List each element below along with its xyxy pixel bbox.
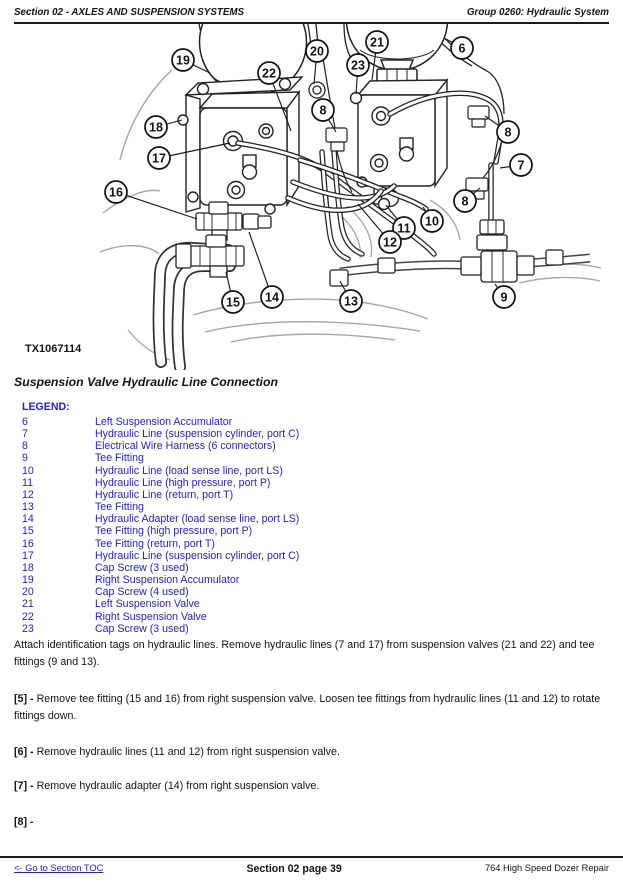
step-number: [7] - bbox=[14, 780, 34, 792]
hydraulic-diagram bbox=[0, 24, 623, 370]
legend-item-label: Tee Fitting bbox=[95, 452, 144, 465]
svg-text:9: 9 bbox=[500, 290, 508, 305]
legend-item bbox=[22, 562, 299, 574]
legend-item bbox=[22, 440, 299, 452]
svg-text:15: 15 bbox=[226, 295, 240, 310]
legend-item-number: 9 bbox=[22, 452, 28, 465]
legend-item-number: 14 bbox=[22, 513, 34, 526]
tee-fitting-16 bbox=[196, 213, 242, 230]
legend-item bbox=[22, 623, 299, 635]
cap-screw bbox=[188, 192, 198, 202]
header-section-title: Section 02 - AXLES AND SUSPENSION SYSTEMS bbox=[14, 7, 245, 18]
legend-item-label: Electrical Wire Harness (6 connectors) bbox=[95, 440, 276, 453]
legend-item bbox=[22, 538, 299, 550]
legend-item bbox=[22, 586, 299, 598]
callout-20 bbox=[306, 40, 328, 84]
callout-15 bbox=[222, 272, 244, 313]
connector bbox=[466, 178, 488, 191]
svg-text:13: 13 bbox=[344, 294, 358, 309]
legend-item-label: Right Suspension Accumulator bbox=[95, 574, 240, 587]
legend-item-label: Left Suspension Valve bbox=[95, 598, 200, 611]
cap-screw bbox=[198, 84, 209, 95]
legend-item bbox=[22, 465, 299, 477]
callout-14 bbox=[249, 232, 283, 308]
cap-screw bbox=[280, 79, 291, 90]
legend-item-label: Tee Fitting (return, port T) bbox=[95, 537, 215, 550]
page-footer bbox=[14, 863, 609, 875]
legend-item bbox=[22, 550, 299, 562]
legend-item-number: 23 bbox=[22, 622, 34, 635]
legend-item-label: Right Suspension Valve bbox=[95, 610, 207, 623]
legend-item-number: 10 bbox=[22, 464, 34, 477]
svg-text:14: 14 bbox=[265, 290, 279, 305]
tee-fitting-9 bbox=[330, 220, 563, 286]
callout-9 bbox=[493, 284, 515, 308]
svg-text:21: 21 bbox=[370, 35, 384, 50]
svg-text:16: 16 bbox=[109, 185, 123, 200]
svg-text:19: 19 bbox=[176, 53, 190, 68]
svg-text:17: 17 bbox=[152, 151, 166, 166]
legend-list bbox=[22, 416, 299, 635]
legend-item-label: Hydraulic Line (suspension cylinder, port C) bbox=[95, 549, 300, 562]
svg-text:12: 12 bbox=[383, 235, 397, 250]
legend-item-label: Hydraulic Adapter (load sense line, port LS) bbox=[95, 513, 300, 526]
tube-coupler bbox=[546, 250, 563, 265]
figure-caption: Suspension Valve Hydraulic Line Connection bbox=[14, 375, 278, 389]
legend-item-label: Hydraulic Line (suspension cylinder, port C) bbox=[95, 428, 300, 441]
legend bbox=[22, 401, 299, 635]
legend-title: LEGEND: bbox=[22, 401, 70, 413]
hydraulic-adapter-14 bbox=[243, 214, 259, 229]
svg-text:20: 20 bbox=[310, 44, 324, 59]
cap-screw bbox=[265, 204, 275, 214]
tee-fittings-14-15-16 bbox=[176, 202, 271, 277]
figure-id-label: TX1067114 bbox=[25, 343, 82, 355]
step-number: [6] - bbox=[14, 746, 34, 758]
legend-item bbox=[22, 489, 299, 501]
tube-coupler bbox=[378, 258, 395, 273]
legend-item-label: Cap Screw (4 used) bbox=[95, 586, 189, 599]
legend-item bbox=[22, 598, 299, 610]
legend-item-label: Tee Fitting (high pressure, port P) bbox=[95, 525, 253, 538]
legend-item-number: 16 bbox=[22, 537, 34, 550]
footer-rule bbox=[0, 856, 623, 858]
legend-item-number: 19 bbox=[22, 574, 34, 587]
callout-8 bbox=[454, 188, 480, 212]
footer-page-number: Section 02 page 39 bbox=[246, 863, 342, 875]
callout-8 bbox=[312, 99, 336, 132]
svg-text:11: 11 bbox=[397, 221, 411, 236]
step-paragraph: [7] - Remove hydraulic adapter (14) from right suspension valve. bbox=[14, 780, 320, 792]
legend-item bbox=[22, 574, 299, 586]
step-paragraph: [5] - Remove tee fitting (15 and 16) from right suspension valve. Loosen tee fittings from hydraulic lines (11 and 12) to rotate fittings down. bbox=[14, 693, 601, 722]
legend-item bbox=[22, 452, 299, 464]
cap-screw-18 bbox=[178, 115, 188, 125]
svg-text:18: 18 bbox=[149, 120, 163, 135]
legend-item-number: 13 bbox=[22, 501, 34, 514]
page-header bbox=[14, 7, 609, 24]
svg-text:8: 8 bbox=[319, 103, 327, 118]
header-group-title: Group 0260: Hydraulic System bbox=[466, 7, 609, 18]
legend-item-label: Left Suspension Accumulator bbox=[95, 416, 233, 428]
legend-item bbox=[22, 513, 299, 525]
legend-item-label: Cap Screw (3 used) bbox=[95, 561, 189, 574]
legend-item-number: 11 bbox=[22, 476, 33, 489]
step-paragraph bbox=[14, 814, 614, 831]
legend-item bbox=[22, 501, 299, 513]
legend-item-number: 21 bbox=[22, 598, 34, 611]
legend-item-number: 6 bbox=[22, 416, 28, 428]
legend-item-number: 15 bbox=[22, 525, 34, 538]
legend-item-number: 7 bbox=[22, 428, 28, 441]
connector bbox=[326, 128, 347, 142]
legend-item bbox=[22, 611, 299, 623]
svg-text:23: 23 bbox=[351, 58, 365, 73]
legend-item bbox=[22, 428, 299, 440]
go-to-section-toc-link[interactable]: <- Go to Section TOC bbox=[14, 863, 104, 873]
legend-item-number: 18 bbox=[22, 561, 34, 574]
cap-screw-20 bbox=[309, 82, 325, 98]
svg-text:10: 10 bbox=[425, 214, 439, 229]
tee-fitting-13 bbox=[330, 270, 348, 286]
legend-item-number: 22 bbox=[22, 610, 34, 623]
svg-text:22: 22 bbox=[262, 66, 276, 81]
svg-text:7: 7 bbox=[517, 158, 525, 173]
svg-text:8: 8 bbox=[461, 194, 469, 209]
step-number: [8] - bbox=[14, 816, 34, 828]
callout-6 bbox=[446, 37, 473, 59]
legend-item bbox=[22, 477, 299, 489]
legend-item bbox=[22, 525, 299, 537]
legend-item bbox=[22, 416, 299, 428]
step-number: [5] - bbox=[14, 693, 34, 705]
legend-item-label: Hydraulic Line (high pressure, port P) bbox=[95, 476, 271, 489]
footer-manual-title: 764 High Speed Dozer Repair bbox=[484, 863, 609, 873]
legend-item-number: 17 bbox=[22, 549, 34, 562]
legend-item-label: Hydraulic Line (load sense line, port LS) bbox=[95, 464, 283, 477]
legend-item-label: Cap Screw (3 used) bbox=[95, 622, 189, 635]
legend-item-label: Tee Fitting bbox=[95, 501, 144, 514]
svg-text:6: 6 bbox=[458, 41, 466, 56]
svg-text:8: 8 bbox=[504, 125, 512, 140]
legend-item-number: 12 bbox=[22, 488, 34, 501]
intro-paragraph: Attach identification tags on hydraulic lines. Remove hydraulic lines (7 and 17) from suspension valves (21 and 22) and tee fittings (9 and 13). bbox=[14, 639, 595, 668]
legend-item-number: 20 bbox=[22, 586, 34, 599]
legend-item-number: 8 bbox=[22, 440, 28, 453]
callout-7 bbox=[500, 154, 532, 176]
legend-item-label: Hydraulic Line (return, port T) bbox=[95, 488, 234, 501]
callout-16 bbox=[105, 181, 197, 219]
cap-screw-23 bbox=[351, 93, 362, 104]
step-paragraph: [6] - Remove hydraulic lines (11 and 12) from right suspension valve. bbox=[14, 746, 340, 758]
callout-18 bbox=[145, 116, 182, 138]
